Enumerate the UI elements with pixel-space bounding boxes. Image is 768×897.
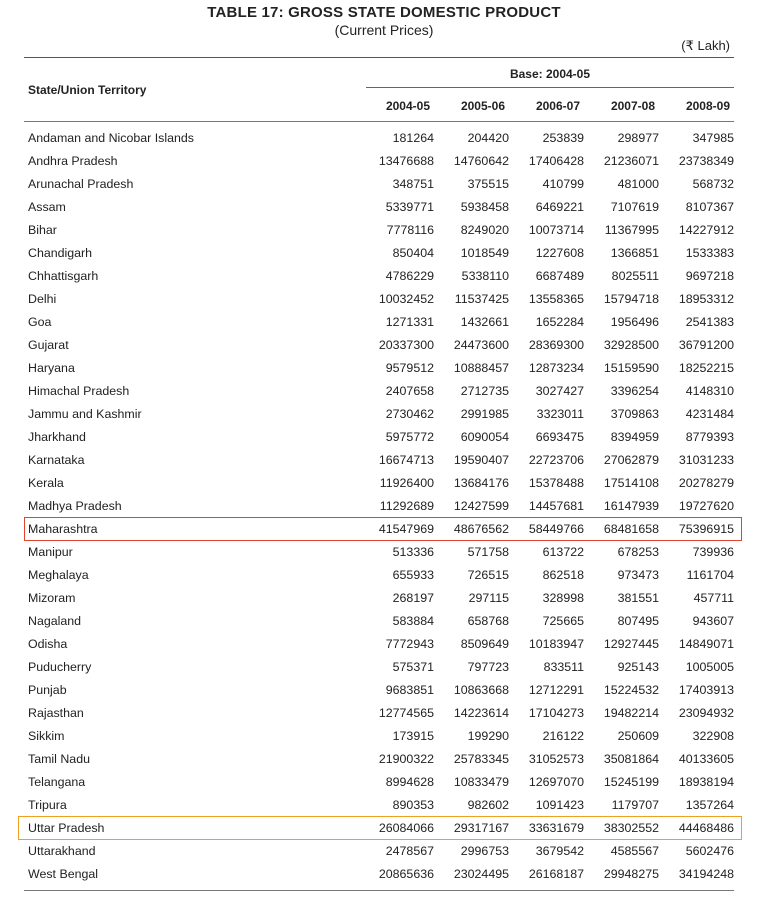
value-cell-2006-07: 28369300: [528, 338, 584, 352]
value-cell-2007-08: 925143: [617, 660, 659, 674]
value-cell-2004-05: 1271331: [385, 315, 434, 329]
value-cell-2004-05: 21900322: [378, 752, 434, 766]
value-cell-2007-08: 381551: [617, 591, 659, 605]
value-cell-2007-08: 1366851: [610, 246, 659, 260]
state-name-cell: Goa: [28, 315, 52, 329]
value-cell-2005-06: 14223614: [453, 706, 509, 720]
value-cell-2008-09: 17403913: [678, 683, 734, 697]
value-cell-2006-07: 58449766: [528, 522, 584, 536]
value-cell-2008-09: 8779393: [685, 430, 734, 444]
table-row: [24, 265, 734, 288]
state-name-cell: West Bengal: [28, 867, 99, 881]
value-cell-2006-07: 613722: [542, 545, 584, 559]
value-cell-2006-07: 6469221: [535, 200, 584, 214]
state-name-cell: Maharashtra: [28, 522, 98, 536]
state-name-cell: Haryana: [28, 361, 75, 375]
state-name-cell: Jharkhand: [28, 430, 86, 444]
value-cell-2007-08: 678253: [617, 545, 659, 559]
table-body: [24, 127, 734, 886]
year-header-2008-09: 2008-09: [685, 99, 730, 113]
value-cell-2006-07: 10183947: [528, 637, 584, 651]
table-row: [24, 587, 734, 610]
value-cell-2004-05: 850404: [392, 246, 434, 260]
state-name-cell: Uttarakhand: [28, 844, 96, 858]
value-cell-2008-09: 19727620: [678, 499, 734, 513]
value-cell-2004-05: 11926400: [379, 476, 434, 490]
state-name-cell: Nagaland: [28, 614, 82, 628]
value-cell-2004-05: 268197: [392, 591, 434, 605]
value-cell-2008-09: 5602476: [685, 844, 734, 858]
year-header-2006-07: 2006-07: [535, 99, 580, 113]
value-cell-2008-09: 1161704: [686, 568, 734, 582]
value-cell-2004-05: 9683851: [385, 683, 434, 697]
value-cell-2008-09: 4231484: [685, 407, 734, 421]
header-rule: [24, 121, 734, 122]
value-cell-2005-06: 14760642: [453, 154, 509, 168]
value-cell-2005-06: 982602: [467, 798, 509, 812]
state-name-cell: Uttar Pradesh: [28, 821, 105, 835]
value-cell-2004-05: 5339771: [385, 200, 434, 214]
value-cell-2005-06: 297115: [468, 591, 509, 605]
value-cell-2004-05: 11292689: [379, 499, 434, 513]
state-name-cell: Assam: [28, 200, 66, 214]
value-cell-2007-08: 15224532: [603, 683, 659, 697]
value-cell-2007-08: 17514108: [603, 476, 659, 490]
table-row: [24, 357, 734, 380]
value-cell-2004-05: 348751: [392, 177, 434, 191]
value-cell-2007-08: 11367995: [604, 223, 659, 237]
value-cell-2005-06: 2991985: [460, 407, 509, 421]
value-cell-2007-08: 4585567: [610, 844, 659, 858]
value-cell-2006-07: 6687489: [535, 269, 584, 283]
value-cell-2006-07: 1091423: [535, 798, 584, 812]
value-cell-2006-07: 12697070: [528, 775, 584, 789]
value-cell-2004-05: 9579512: [385, 361, 434, 375]
value-cell-2007-08: 481000: [617, 177, 659, 191]
value-cell-2006-07: 1227608: [535, 246, 584, 260]
value-cell-2006-07: 725665: [542, 614, 584, 628]
value-cell-2004-05: 583884: [392, 614, 434, 628]
value-cell-2007-08: 27062879: [603, 453, 659, 467]
value-cell-2006-07: 833511: [543, 660, 584, 674]
value-cell-2005-06: 1018549: [460, 246, 509, 260]
value-cell-2005-06: 375515: [467, 177, 509, 191]
value-cell-2007-08: 35081864: [603, 752, 659, 766]
value-cell-2005-06: 2996753: [460, 844, 509, 858]
value-cell-2004-05: 655933: [392, 568, 434, 582]
value-cell-2007-08: 8394959: [610, 430, 659, 444]
value-cell-2008-09: 18938194: [678, 775, 734, 789]
value-cell-2007-08: 250609: [617, 729, 659, 743]
value-cell-2004-05: 7778116: [386, 223, 434, 237]
table-row: [24, 679, 734, 702]
state-name-cell: Sikkim: [28, 729, 65, 743]
value-cell-2008-09: 44468486: [678, 821, 734, 835]
value-cell-2008-09: 943607: [692, 614, 734, 628]
value-cell-2008-09: 40133605: [678, 752, 734, 766]
value-cell-2006-07: 10073714: [528, 223, 584, 237]
state-name-cell: Odisha: [28, 637, 68, 651]
value-cell-2007-08: 29948275: [603, 867, 659, 881]
value-cell-2007-08: 807495: [617, 614, 659, 628]
value-cell-2008-09: 8107367: [685, 200, 734, 214]
year-header-2004-05: 2004-05: [385, 99, 430, 113]
table-subtitle: (Current Prices): [334, 22, 434, 38]
value-cell-2008-09: 568732: [692, 177, 734, 191]
value-cell-2006-07: 12873234: [528, 361, 584, 375]
value-cell-2006-07: 3679542: [535, 844, 584, 858]
value-cell-2008-09: 31031233: [678, 453, 734, 467]
value-cell-2008-09: 4148310: [685, 384, 734, 398]
value-cell-2007-08: 15794718: [603, 292, 659, 306]
highlight-box-uttar-pradesh: [18, 816, 742, 840]
value-cell-2008-09: 2541383: [685, 315, 734, 329]
value-cell-2006-07: 410799: [542, 177, 584, 191]
table-row: [24, 403, 734, 426]
value-cell-2007-08: 21236071: [603, 154, 659, 168]
value-cell-2006-07: 13558365: [528, 292, 584, 306]
table-row: [24, 564, 734, 587]
value-cell-2004-05: 20337300: [378, 338, 434, 352]
value-cell-2004-05: 7772943: [385, 637, 434, 651]
value-cell-2006-07: 15378488: [528, 476, 584, 490]
value-cell-2004-05: 2730462: [385, 407, 434, 421]
base-rule: [366, 87, 734, 88]
value-cell-2004-05: 16674713: [378, 453, 434, 467]
value-cell-2008-09: 322908: [692, 729, 734, 743]
state-name-cell: Puducherry: [28, 660, 92, 674]
table-row: [24, 840, 734, 863]
table-row: [24, 242, 734, 265]
unit-label: (₹ Lakh): [681, 38, 730, 53]
value-cell-2005-06: 12427599: [453, 499, 509, 513]
value-cell-2008-09: 34194248: [678, 867, 734, 881]
table-row: [24, 633, 734, 656]
value-cell-2004-05: 5975772: [385, 430, 434, 444]
state-name-cell: Madhya Pradesh: [28, 499, 122, 513]
table-row: [24, 541, 734, 564]
table-row: [24, 219, 734, 242]
value-cell-2008-09: 739936: [692, 545, 734, 559]
state-column-header: State/Union Territory: [28, 83, 147, 97]
value-cell-2005-06: 23024495: [453, 867, 509, 881]
value-cell-2005-06: 5338110: [461, 269, 509, 283]
year-header-2005-06: 2005-06: [460, 99, 505, 113]
value-cell-2004-05: 173915: [392, 729, 434, 743]
value-cell-2004-05: 13476688: [378, 154, 434, 168]
table-row: [24, 150, 734, 173]
value-cell-2007-08: 68481658: [603, 522, 659, 536]
value-cell-2008-09: 1005005: [685, 660, 734, 674]
value-cell-2004-05: 575371: [392, 660, 434, 674]
table-row: [24, 656, 734, 679]
value-cell-2006-07: 17104273: [528, 706, 584, 720]
value-cell-2007-08: 8025511: [611, 269, 659, 283]
base-year-label: Base: 2004-05: [509, 67, 591, 81]
value-cell-2006-07: 1652284: [535, 315, 584, 329]
table-row: [24, 288, 734, 311]
value-cell-2007-08: 32928500: [603, 338, 659, 352]
state-name-cell: Andhra Pradesh: [28, 154, 118, 168]
value-cell-2005-06: 1432661: [460, 315, 509, 329]
state-name-cell: Andaman and Nicobar Islands: [28, 131, 194, 145]
value-cell-2008-09: 20278279: [678, 476, 734, 490]
value-cell-2004-05: 20865636: [378, 867, 434, 881]
table-row: [24, 426, 734, 449]
value-cell-2004-05: 10032452: [378, 292, 434, 306]
table-row: [24, 794, 734, 817]
table-row: [24, 196, 734, 219]
state-name-cell: Bihar: [28, 223, 57, 237]
value-cell-2007-08: 19482214: [603, 706, 659, 720]
value-cell-2005-06: 2712735: [460, 384, 509, 398]
value-cell-2006-07: 22723706: [528, 453, 584, 467]
value-cell-2008-09: 9697218: [685, 269, 734, 283]
table-title: TABLE 17: GROSS STATE DOMESTIC PRODUCT: [207, 4, 561, 21]
value-cell-2007-08: 15245199: [603, 775, 659, 789]
value-cell-2005-06: 24473600: [453, 338, 509, 352]
value-cell-2006-07: 31052573: [528, 752, 584, 766]
value-cell-2006-07: 17406428: [528, 154, 584, 168]
bottom-rule: [24, 890, 734, 891]
value-cell-2005-06: 5938458: [460, 200, 509, 214]
value-cell-2007-08: 38302552: [603, 821, 659, 835]
state-name-cell: Delhi: [28, 292, 57, 306]
value-cell-2004-05: 513336: [392, 545, 434, 559]
value-cell-2008-09: 1357264: [685, 798, 734, 812]
value-cell-2007-08: 16147939: [603, 499, 659, 513]
state-name-cell: Chhattisgarh: [28, 269, 99, 283]
value-cell-2005-06: 6090054: [460, 430, 509, 444]
state-name-cell: Karnataka: [28, 453, 85, 467]
value-cell-2008-09: 18252215: [678, 361, 734, 375]
value-cell-2005-06: 19590407: [453, 453, 509, 467]
value-cell-2005-06: 726515: [467, 568, 509, 582]
state-name-cell: Arunachal Pradesh: [28, 177, 134, 191]
value-cell-2007-08: 973473: [617, 568, 659, 582]
value-cell-2005-06: 29317167: [453, 821, 509, 835]
table-row: [24, 748, 734, 771]
value-cell-2004-05: 181264: [392, 131, 434, 145]
state-name-cell: Chandigarh: [28, 246, 93, 260]
value-cell-2005-06: 8249020: [460, 223, 509, 237]
value-cell-2006-07: 3027427: [535, 384, 584, 398]
table-row: [24, 610, 734, 633]
value-cell-2007-08: 298977: [617, 131, 659, 145]
table-row: [24, 495, 734, 518]
highlight-box-maharashtra: [24, 517, 742, 541]
value-cell-2008-09: 1533383: [685, 246, 734, 260]
value-cell-2005-06: 13684176: [453, 476, 509, 490]
state-name-cell: Kerala: [28, 476, 64, 490]
value-cell-2008-09: 36791200: [678, 338, 734, 352]
top-rule: [24, 57, 734, 58]
value-cell-2006-07: 3323011: [536, 407, 584, 421]
value-cell-2007-08: 15159590: [603, 361, 659, 375]
value-cell-2008-09: 14227912: [678, 223, 734, 237]
state-name-cell: Tripura: [28, 798, 67, 812]
value-cell-2004-05: 12774565: [378, 706, 434, 720]
table-row: [24, 771, 734, 794]
value-cell-2006-07: 26168187: [528, 867, 584, 881]
value-cell-2007-08: 7107619: [610, 200, 659, 214]
value-cell-2006-07: 14457681: [528, 499, 584, 513]
state-name-cell: Meghalaya: [28, 568, 89, 582]
value-cell-2006-07: 33631679: [528, 821, 584, 835]
state-name-cell: Jammu and Kashmir: [28, 407, 142, 421]
state-name-cell: Himachal Pradesh: [28, 384, 130, 398]
state-name-cell: Telangana: [28, 775, 86, 789]
table-row: [24, 702, 734, 725]
value-cell-2005-06: 658768: [467, 614, 509, 628]
value-cell-2005-06: 10833479: [453, 775, 509, 789]
value-cell-2005-06: 48676562: [453, 522, 509, 536]
table-row: [24, 127, 734, 150]
value-cell-2008-09: 457711: [693, 591, 734, 605]
value-cell-2008-09: 75396915: [678, 522, 734, 536]
value-cell-2007-08: 12927445: [603, 637, 659, 651]
value-cell-2004-05: 4786229: [385, 269, 434, 283]
state-name-cell: Gujarat: [28, 338, 69, 352]
state-name-cell: Tamil Nadu: [28, 752, 90, 766]
value-cell-2008-09: 23094932: [678, 706, 734, 720]
value-cell-2005-06: 10863668: [453, 683, 509, 697]
value-cell-2007-08: 3396254: [610, 384, 659, 398]
value-cell-2005-06: 10888457: [453, 361, 509, 375]
value-cell-2005-06: 25783345: [453, 752, 509, 766]
value-cell-2004-05: 2478567: [385, 844, 434, 858]
value-cell-2008-09: 14849071: [678, 637, 734, 651]
value-cell-2008-09: 18953312: [678, 292, 734, 306]
value-cell-2005-06: 11537425: [454, 292, 509, 306]
value-cell-2006-07: 6693475: [535, 430, 584, 444]
value-cell-2005-06: 8509649: [460, 637, 509, 651]
value-cell-2008-09: 23738349: [678, 154, 734, 168]
table-row: [24, 472, 734, 495]
value-cell-2005-06: 199290: [467, 729, 509, 743]
value-cell-2004-05: 890353: [392, 798, 434, 812]
table-row: [24, 173, 734, 196]
value-cell-2008-09: 347985: [692, 131, 734, 145]
value-cell-2006-07: 328998: [542, 591, 584, 605]
table-row: [24, 449, 734, 472]
table-row: [24, 334, 734, 357]
table-row: [24, 380, 734, 403]
year-header-2007-08: 2007-08: [610, 99, 655, 113]
value-cell-2004-05: 41547969: [378, 522, 434, 536]
value-cell-2007-08: 3709863: [610, 407, 659, 421]
value-cell-2005-06: 797723: [467, 660, 509, 674]
table-row: [24, 863, 734, 886]
value-cell-2006-07: 12712291: [528, 683, 584, 697]
value-cell-2006-07: 862518: [542, 568, 584, 582]
state-name-cell: Rajasthan: [28, 706, 84, 720]
value-cell-2006-07: 216122: [542, 729, 584, 743]
value-cell-2004-05: 8994628: [385, 775, 434, 789]
value-cell-2007-08: 1179707: [611, 798, 659, 812]
value-cell-2004-05: 2407658: [385, 384, 434, 398]
value-cell-2005-06: 204420: [467, 131, 509, 145]
value-cell-2007-08: 1956496: [610, 315, 659, 329]
value-cell-2006-07: 253839: [542, 131, 584, 145]
value-cell-2004-05: 26084066: [378, 821, 434, 835]
state-name-cell: Manipur: [28, 545, 73, 559]
table-row: [24, 725, 734, 748]
state-name-cell: Mizoram: [28, 591, 76, 605]
value-cell-2005-06: 571758: [467, 545, 509, 559]
table-row: [24, 311, 734, 334]
state-name-cell: Punjab: [28, 683, 67, 697]
